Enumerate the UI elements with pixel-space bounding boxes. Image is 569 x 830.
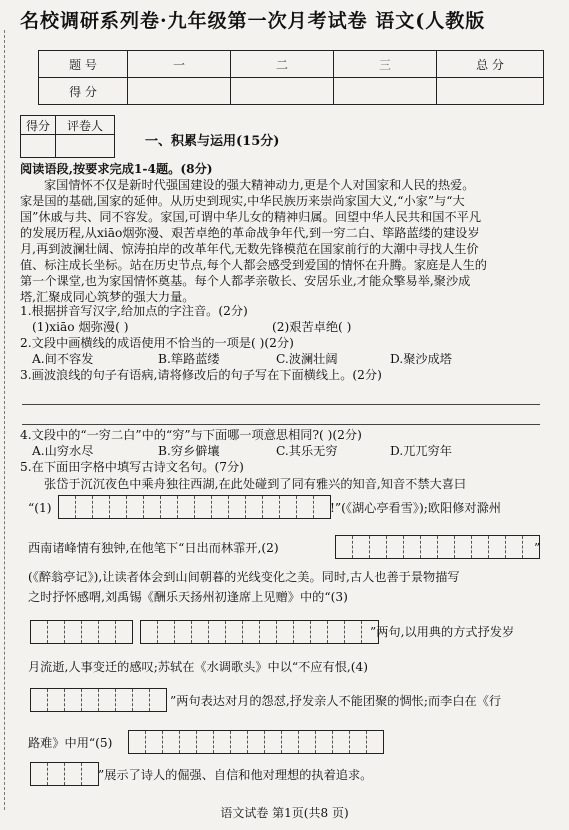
passage-line: 月,再到波澜壮阔、惊涛拍岸的改革年代,无数先锋模范在国家前行的大潮中寻找人生价 bbox=[20, 242, 479, 256]
score-header-2: 二 bbox=[231, 51, 334, 78]
passage-line: 家是国的基础,国家的延伸。从历史到现实,中华民族历来崇尚家国大义,“小家”与“大 bbox=[20, 194, 465, 208]
scorer-table bbox=[20, 115, 115, 158]
answer-line[interactable] bbox=[22, 424, 540, 425]
q5-line: 路难》中用“(5) bbox=[28, 736, 113, 750]
score-table bbox=[38, 50, 544, 105]
passage-line: 第一个课堂,也为家国情怀奠基。每个人都孝亲敬长、安居乐业,才能众擎易举,聚沙成 bbox=[20, 274, 471, 288]
answer-grid[interactable] bbox=[30, 688, 167, 712]
section-title: 一、积累与运用(15分) bbox=[145, 134, 280, 149]
q4-option-d: D.兀兀穷年 bbox=[390, 444, 452, 458]
passage-line: 的发展历程,从xiāo烟弥漫、艰苦卓绝的革命战争年代,到一穷二白、筚路蓝缕的建设岁 bbox=[20, 226, 480, 240]
q5-line: ” bbox=[534, 541, 541, 555]
answer-grid[interactable] bbox=[30, 762, 99, 786]
q5-line: 之时抒怀感喟,刘禹锡《酬乐天扬州初逢席上见赠》中的“(3) bbox=[28, 590, 348, 604]
q5-line: ”两句表达对月的怨怼,抒发亲人不能团聚的惆怅;而李白在《行 bbox=[170, 694, 502, 708]
score-row-label: 得 分 bbox=[39, 78, 128, 105]
q2-option-a: A.间不容发 bbox=[32, 352, 94, 366]
page-footer: 语文试卷 第1页(共8 页) bbox=[220, 806, 349, 820]
q4-option-b: B.穷乡僻壤 bbox=[158, 444, 220, 458]
instructions: 阅读语段,按要求完成1-4题。(8分) bbox=[20, 162, 213, 176]
q1-part-a: (1)xiāo 烟弥漫( ) bbox=[32, 320, 129, 334]
q3-stem: 3.画波浪线的句子有语病,请将修改后的句子写在下面横线上。(2分) bbox=[20, 368, 382, 382]
q1-part-b: (2)艰苦卓绝( ) bbox=[272, 320, 352, 334]
grader-cell[interactable] bbox=[56, 135, 115, 158]
passage-line: 国”休戚与共、同不容发。家国,可谓中华儿女的精神归属。回望中华人民共和国不平凡 bbox=[20, 210, 482, 224]
score-header-3: 三 bbox=[334, 51, 437, 78]
answer-grid[interactable] bbox=[128, 730, 384, 754]
score-header-label: 题 号 bbox=[39, 51, 128, 78]
passage-line: 值、标注成长坐标。站在历史节点,每个人都会感受到爱国的情怀在升腾。家庭是人生的 bbox=[20, 258, 487, 272]
q1-stem: 1.根据拼音写汉字,给加点的字注音。(2分) bbox=[20, 304, 248, 318]
answer-grid[interactable] bbox=[58, 495, 331, 519]
answer-grid[interactable] bbox=[30, 620, 133, 644]
q2-option-c: C.波澜壮阔 bbox=[276, 352, 338, 366]
q2-option-b: B.筚路蓝缕 bbox=[158, 352, 220, 366]
q4-option-a: A.山穷水尽 bbox=[32, 444, 94, 458]
binding-line bbox=[4, 30, 6, 810]
q5-line: 西南诸峰情有独钟,在他笔下“日出而林霏开,(2) bbox=[28, 541, 279, 555]
score-cell[interactable] bbox=[437, 78, 544, 105]
grader-label: 评卷人 bbox=[56, 116, 115, 135]
answer-grid[interactable] bbox=[140, 620, 379, 644]
q2-option-d: D.聚沙成塔 bbox=[390, 352, 452, 366]
q5-stem: 5.在下面田字格中填写古诗文名句。(7分) bbox=[20, 460, 244, 474]
q5-line: 月流逝,人事变迁的感叹;苏轼在《水调歌头》中以“不应有恨,(4) bbox=[28, 660, 369, 674]
score-cell[interactable] bbox=[128, 78, 231, 105]
score-cell[interactable] bbox=[334, 78, 437, 105]
score-cell[interactable] bbox=[231, 78, 334, 105]
q5-line: !”(《湖心亭看雪》);欧阳修对滁州 bbox=[330, 501, 501, 515]
q5-line: (《醉翁亭记》),让读者体会到山间朝暮的光线变化之美。同时,古人也善于景物描写 bbox=[28, 570, 460, 584]
answer-line[interactable] bbox=[22, 404, 540, 405]
q2-stem: 2.文段中画横线的成语使用不恰当的一项是( )(2分) bbox=[20, 336, 294, 350]
scorer-cell[interactable] bbox=[21, 135, 56, 158]
page-title: 名校调研系列卷·九年级第一次月考试卷 语文(人教版 bbox=[20, 10, 486, 32]
score-header-total: 总 分 bbox=[437, 51, 544, 78]
passage-line: 塔,汇聚成同心筑梦的强大力量。 bbox=[20, 290, 195, 304]
passage-line: 家国情怀不仅是新时代强国建设的强大精神动力,更是个人对国家和人民的热爱。 bbox=[44, 178, 475, 192]
q5-line: “(1) bbox=[28, 501, 52, 515]
scorer-label: 得分 bbox=[21, 116, 56, 135]
q5-line: 张岱于沉沉夜色中乘舟独往西湖,在此处碰到了同有雅兴的知音,知音不禁大喜曰 bbox=[44, 477, 467, 491]
q5-line: ”两句,以用典的方式抒发岁 bbox=[370, 625, 515, 639]
q4-option-c: C.其乐无穷 bbox=[276, 444, 338, 458]
q4-stem: 4.文段中的“一穷二白”中的“穷”与下面哪一项意思相同?( )(2分) bbox=[20, 428, 362, 442]
score-header-1: 一 bbox=[128, 51, 231, 78]
answer-grid[interactable] bbox=[335, 535, 540, 559]
q5-line: ”展示了诗人的倔强、自信和他对理想的执着追求。 bbox=[98, 768, 373, 782]
